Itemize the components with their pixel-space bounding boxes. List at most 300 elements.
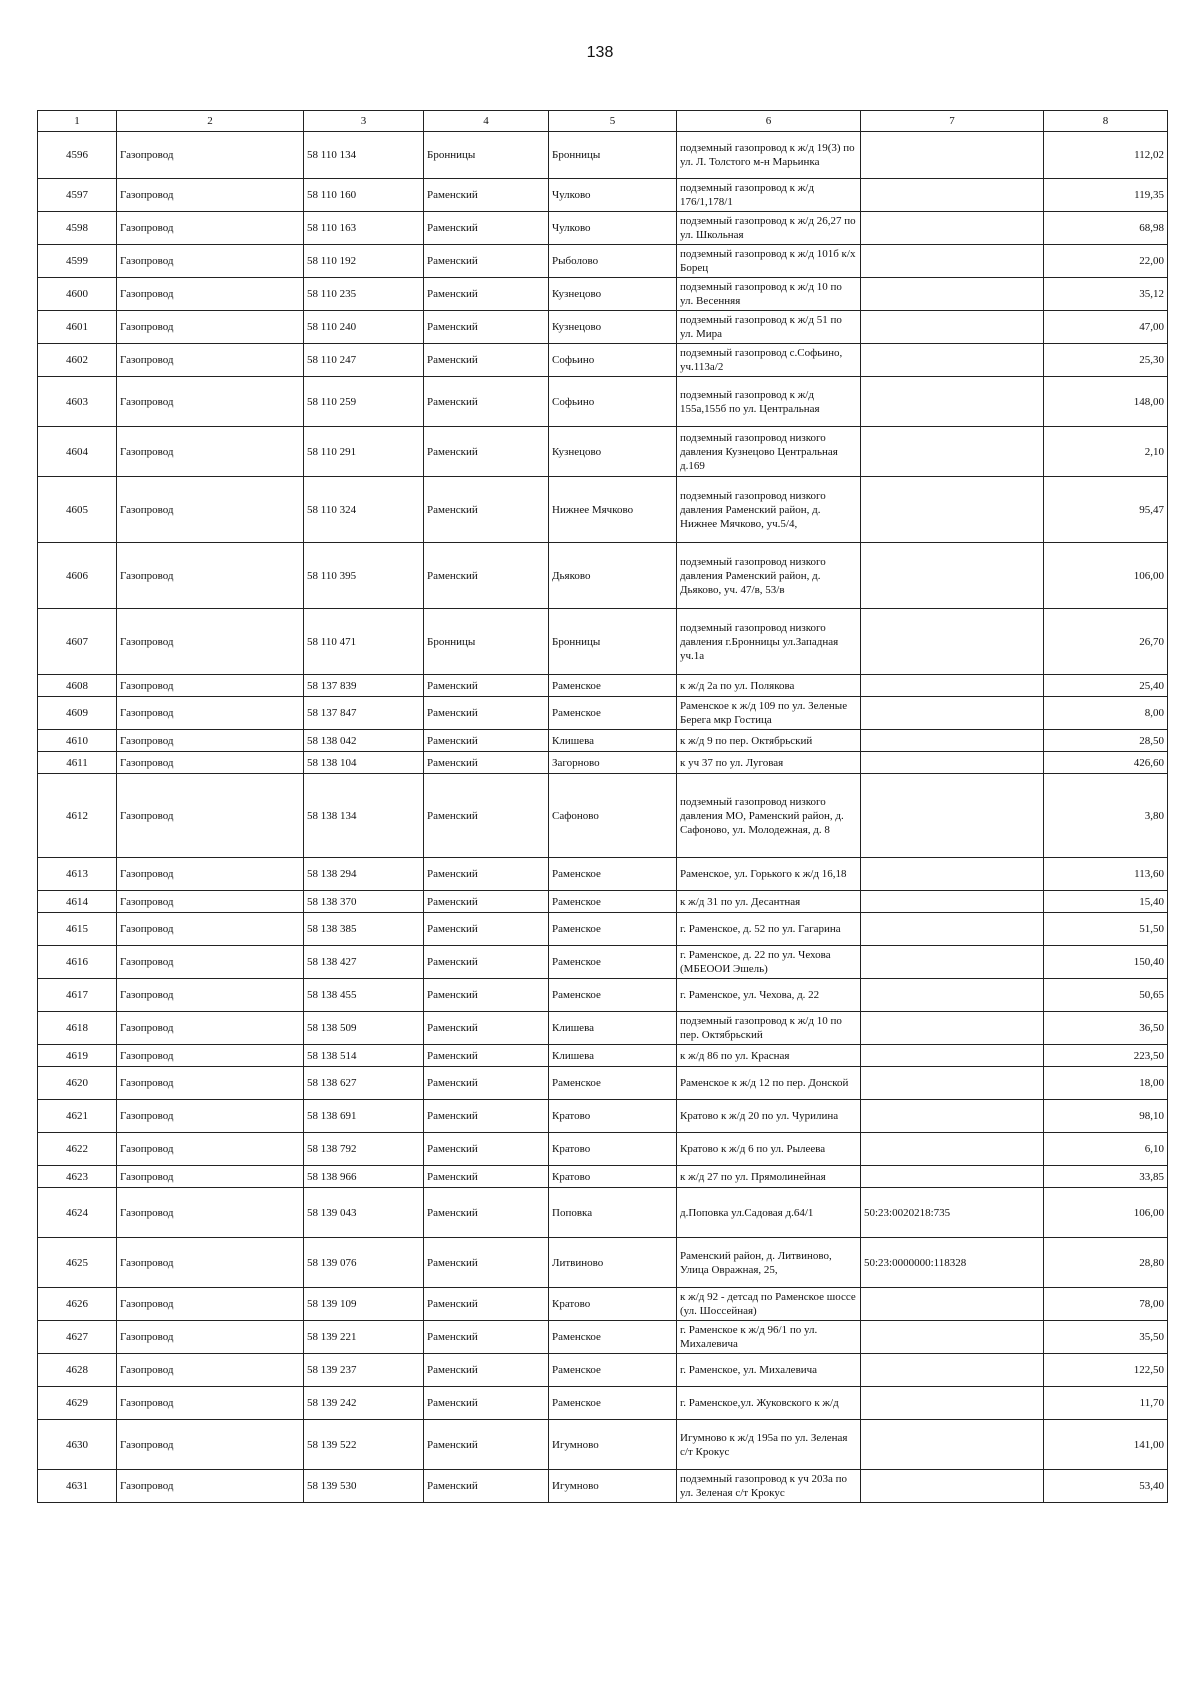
length-value: 426,60 [1044,752,1168,774]
object-name: Газопровод [117,1188,304,1238]
column-header: 7 [861,111,1044,132]
district: Раменский [424,427,549,477]
inventory-number: 58 139 221 [304,1321,424,1354]
inventory-number: 58 110 247 [304,344,424,377]
inventory-number: 58 110 134 [304,132,424,179]
table-row [38,1067,1168,1100]
object-name: Газопровод [117,179,304,212]
table-row [38,730,1168,752]
row-number: 4622 [38,1133,117,1166]
table-row [38,1288,1168,1321]
row-number: 4621 [38,1100,117,1133]
locality: Бронницы [549,609,677,675]
table-row [38,1321,1168,1354]
object-name: Газопровод [117,278,304,311]
cadastral-number [861,543,1044,609]
length-value: 106,00 [1044,1188,1168,1238]
cadastral-number [861,1100,1044,1133]
locality: Кузнецово [549,427,677,477]
row-number: 4610 [38,730,117,752]
cadastral-number [861,752,1044,774]
address-description: г. Раменское, ул. Чехова, д. 22 [677,979,861,1012]
row-number: 4617 [38,979,117,1012]
object-name: Газопровод [117,946,304,979]
address-description: подземный газопровод низкого давления г.Бронницы ул.Западная уч.1а [677,609,861,675]
row-number: 4614 [38,891,117,913]
address-description: г. Раменское, ул. Михалевича [677,1354,861,1387]
inventory-number: 58 110 163 [304,212,424,245]
object-name: Газопровод [117,697,304,730]
length-value: 50,65 [1044,979,1168,1012]
inventory-number: 58 110 240 [304,311,424,344]
table-row [38,377,1168,427]
row-number: 4618 [38,1012,117,1045]
row-number: 4599 [38,245,117,278]
inventory-number: 58 138 509 [304,1012,424,1045]
inventory-number: 58 138 104 [304,752,424,774]
row-number: 4603 [38,377,117,427]
table-row [38,1100,1168,1133]
page-number: 138 [586,44,614,61]
cadastral-number [861,1166,1044,1188]
locality: Клишева [549,1012,677,1045]
locality: Поповка [549,1188,677,1238]
length-value: 78,00 [1044,1288,1168,1321]
district: Раменский [424,179,549,212]
object-name: Газопровод [117,427,304,477]
locality: Раменское [549,1321,677,1354]
cadastral-number [861,1067,1044,1100]
inventory-number: 58 139 242 [304,1387,424,1420]
row-number: 4616 [38,946,117,979]
object-name: Газопровод [117,245,304,278]
inventory-number: 58 138 792 [304,1133,424,1166]
object-name: Газопровод [117,858,304,891]
inventory-number: 58 138 514 [304,1045,424,1067]
district: Раменский [424,1321,549,1354]
row-number: 4628 [38,1354,117,1387]
length-value: 18,00 [1044,1067,1168,1100]
cadastral-number [861,946,1044,979]
district: Раменский [424,311,549,344]
cadastral-number [861,344,1044,377]
table-row [38,543,1168,609]
address-description: г. Раменское, д. 52 по ул. Гагарина [677,913,861,946]
locality: Кузнецово [549,311,677,344]
cadastral-number [861,1321,1044,1354]
cadastral-number [861,1420,1044,1470]
address-description: Раменское к ж/д 12 по пер. Донской [677,1067,861,1100]
length-value: 8,00 [1044,697,1168,730]
object-name: Газопровод [117,913,304,946]
inventory-number: 58 138 966 [304,1166,424,1188]
address-description: г. Раменское к ж/д 96/1 по ул. Михалевича [677,1321,861,1354]
inventory-number: 58 139 043 [304,1188,424,1238]
district: Раменский [424,1387,549,1420]
table-row [38,1166,1168,1188]
district: Бронницы [424,132,549,179]
cadastral-number [861,1288,1044,1321]
column-header: 3 [304,111,424,132]
row-number: 4597 [38,179,117,212]
row-number: 4605 [38,477,117,543]
cadastral-number [861,1387,1044,1420]
address-description: к ж/д 9 по пер. Октябрьский [677,730,861,752]
locality: Раменское [549,946,677,979]
address-description: подземный газопровод к ж/д 155а,155б по ул. Центральная [677,377,861,427]
locality: Чулково [549,179,677,212]
table-row [38,311,1168,344]
cadastral-number [861,1133,1044,1166]
table-row [38,609,1168,675]
district: Раменский [424,1012,549,1045]
inventory-number: 58 110 160 [304,179,424,212]
address-description: подземный газопровод с.Софьино, уч.113а/2 [677,344,861,377]
locality: Клишева [549,730,677,752]
inventory-number: 58 139 237 [304,1354,424,1387]
locality: Кузнецово [549,278,677,311]
object-name: Газопровод [117,543,304,609]
address-description: Раменское, ул. Горького к ж/д 16,18 [677,858,861,891]
address-description: к ж/д 92 - детсад по Раменское шоссе (ул. Шоссейная) [677,1288,861,1321]
row-number: 4609 [38,697,117,730]
length-value: 26,70 [1044,609,1168,675]
district: Раменский [424,1067,549,1100]
district: Раменский [424,1470,549,1503]
district: Раменский [424,1354,549,1387]
inventory-number: 58 110 471 [304,609,424,675]
row-number: 4602 [38,344,117,377]
district: Раменский [424,1288,549,1321]
cadastral-number [861,609,1044,675]
cadastral-number [861,858,1044,891]
row-number: 4629 [38,1387,117,1420]
inventory-number: 58 138 691 [304,1100,424,1133]
row-number: 4623 [38,1166,117,1188]
table-row [38,132,1168,179]
row-number: 4598 [38,212,117,245]
row-number: 4606 [38,543,117,609]
cadastral-number [861,311,1044,344]
cadastral-number [861,891,1044,913]
district: Раменский [424,543,549,609]
object-name: Газопровод [117,1321,304,1354]
inventory-number: 58 138 294 [304,858,424,891]
address-description: г. Раменское,ул. Жуковского к ж/д [677,1387,861,1420]
cadastral-number: 50:23:0000000:118328 [861,1238,1044,1288]
locality: Раменское [549,1387,677,1420]
district: Раменский [424,477,549,543]
column-number-row [38,111,1168,132]
object-name: Газопровод [117,1166,304,1188]
length-value: 119,35 [1044,179,1168,212]
column-header: 1 [38,111,117,132]
address-description: Кратово к ж/д 20 по ул. Чурилина [677,1100,861,1133]
district: Раменский [424,377,549,427]
locality: Дьяково [549,543,677,609]
address-description: подземный газопровод к ж/д 19(3) по ул. Л. Толстого м-н Марьинка [677,132,861,179]
table-row [38,1238,1168,1288]
length-value: 25,40 [1044,675,1168,697]
object-name: Газопровод [117,477,304,543]
row-number: 4631 [38,1470,117,1503]
length-value: 2,10 [1044,427,1168,477]
cadastral-number [861,132,1044,179]
inventory-number: 58 110 324 [304,477,424,543]
inventory-number: 58 138 134 [304,774,424,858]
length-value: 51,50 [1044,913,1168,946]
object-name: Газопровод [117,752,304,774]
length-value: 223,50 [1044,1045,1168,1067]
locality: Софьино [549,344,677,377]
table-row [38,891,1168,913]
address-description: подземный газопровод к ж/д 176/1,178/1 [677,179,861,212]
object-name: Газопровод [117,1012,304,1045]
row-number: 4627 [38,1321,117,1354]
inventory-number: 58 110 291 [304,427,424,477]
inventory-number: 58 138 427 [304,946,424,979]
column-header: 5 [549,111,677,132]
row-number: 4619 [38,1045,117,1067]
district: Раменский [424,1100,549,1133]
object-name: Газопровод [117,1067,304,1100]
object-name: Газопровод [117,891,304,913]
length-value: 3,80 [1044,774,1168,858]
district: Раменский [424,1166,549,1188]
district: Раменский [424,946,549,979]
address-description: г. Раменское, д. 22 по ул. Чехова (МБЕООИ Эшель) [677,946,861,979]
length-value: 35,12 [1044,278,1168,311]
table-row [38,697,1168,730]
object-name: Газопровод [117,1100,304,1133]
cadastral-number [861,377,1044,427]
district: Раменский [424,344,549,377]
column-header: 4 [424,111,549,132]
district: Раменский [424,278,549,311]
object-name: Газопровод [117,774,304,858]
locality: Игумново [549,1420,677,1470]
inventory-number: 58 139 076 [304,1238,424,1288]
object-name: Газопровод [117,1387,304,1420]
object-name: Газопровод [117,1133,304,1166]
table-row [38,1470,1168,1503]
locality: Клишева [549,1045,677,1067]
address-description: к ж/д 2а по ул. Полякова [677,675,861,697]
address-description: подземный газопровод к ж/д 51 по ул. Мира [677,311,861,344]
inventory-number: 58 110 235 [304,278,424,311]
locality: Нижнее Мячково [549,477,677,543]
object-name: Газопровод [117,675,304,697]
district: Раменский [424,858,549,891]
table-row [38,1045,1168,1067]
locality: Рыболово [549,245,677,278]
table-row [38,1133,1168,1166]
address-description: подземный газопровод к ж/д 101б к/х Борец [677,245,861,278]
table-row [38,774,1168,858]
object-name: Газопровод [117,377,304,427]
length-value: 6,10 [1044,1133,1168,1166]
address-description: подземный газопровод низкого давления Раменский район, д. Дьяково, уч. 47/в, 53/в [677,543,861,609]
inventory-number: 58 110 395 [304,543,424,609]
row-number: 4620 [38,1067,117,1100]
object-name: Газопровод [117,609,304,675]
locality: Чулково [549,212,677,245]
table-row [38,212,1168,245]
cadastral-number [861,278,1044,311]
cadastral-number [861,1045,1044,1067]
district: Раменский [424,1420,549,1470]
inventory-number: 58 137 847 [304,697,424,730]
length-value: 112,02 [1044,132,1168,179]
address-description: к ж/д 27 по ул. Прямолинейная [677,1166,861,1188]
row-number: 4613 [38,858,117,891]
inventory-number: 58 139 530 [304,1470,424,1503]
inventory-number: 58 138 385 [304,913,424,946]
district: Раменский [424,1238,549,1288]
address-description: д.Поповка ул.Садовая д.64/1 [677,1188,861,1238]
length-value: 11,70 [1044,1387,1168,1420]
table-row [38,427,1168,477]
inventory-number: 58 138 627 [304,1067,424,1100]
row-number: 4615 [38,913,117,946]
object-name: Газопровод [117,212,304,245]
length-value: 25,30 [1044,344,1168,377]
row-number: 4604 [38,427,117,477]
table-row [38,1354,1168,1387]
locality: Игумново [549,1470,677,1503]
row-number: 4611 [38,752,117,774]
length-value: 28,80 [1044,1238,1168,1288]
length-value: 35,50 [1044,1321,1168,1354]
length-value: 141,00 [1044,1420,1168,1470]
row-number: 4600 [38,278,117,311]
district: Раменский [424,245,549,278]
locality: Раменское [549,1354,677,1387]
table-row [38,1420,1168,1470]
column-header: 6 [677,111,861,132]
inventory-number: 58 137 839 [304,675,424,697]
cadastral-number [861,979,1044,1012]
row-number: 4625 [38,1238,117,1288]
inventory-number: 58 138 042 [304,730,424,752]
locality: Раменское [549,1067,677,1100]
inventory-number: 58 139 522 [304,1420,424,1470]
cadastral-number [861,913,1044,946]
length-value: 68,98 [1044,212,1168,245]
inventory-number: 58 110 192 [304,245,424,278]
district: Раменский [424,212,549,245]
address-description: к ж/д 86 по ул. Красная [677,1045,861,1067]
table-row [38,1188,1168,1238]
inventory-number: 58 138 455 [304,979,424,1012]
length-value: 148,00 [1044,377,1168,427]
cadastral-number [861,1470,1044,1503]
length-value: 28,50 [1044,730,1168,752]
cadastral-number [861,179,1044,212]
cadastral-number [861,477,1044,543]
locality: Бронницы [549,132,677,179]
property-register-table [37,110,1168,1503]
district: Раменский [424,730,549,752]
row-number: 4608 [38,675,117,697]
table-row [38,946,1168,979]
district: Раменский [424,697,549,730]
locality: Загорново [549,752,677,774]
table-row [38,858,1168,891]
length-value: 47,00 [1044,311,1168,344]
length-value: 36,50 [1044,1012,1168,1045]
cadastral-number: 50:23:0020218:735 [861,1188,1044,1238]
length-value: 150,40 [1044,946,1168,979]
length-value: 95,47 [1044,477,1168,543]
object-name: Газопровод [117,1420,304,1470]
object-name: Газопровод [117,1470,304,1503]
cadastral-number [861,1012,1044,1045]
locality: Кратово [549,1133,677,1166]
column-header: 8 [1044,111,1168,132]
cadastral-number [861,697,1044,730]
object-name: Газопровод [117,1354,304,1387]
address-description: Раменское к ж/д 109 по ул. Зеленые Берега мкр Гостица [677,697,861,730]
locality: Литвиново [549,1238,677,1288]
row-number: 4596 [38,132,117,179]
locality: Сафоново [549,774,677,858]
address-description: к уч 37 по ул. Луговая [677,752,861,774]
district: Раменский [424,1133,549,1166]
table-row [38,179,1168,212]
row-number: 4626 [38,1288,117,1321]
length-value: 122,50 [1044,1354,1168,1387]
object-name: Газопровод [117,1238,304,1288]
district: Раменский [424,979,549,1012]
district: Раменский [424,913,549,946]
cadastral-number [861,730,1044,752]
district: Раменский [424,752,549,774]
table-row [38,752,1168,774]
address-description: подземный газопровод к ж/д 10 по ул. Весенняя [677,278,861,311]
district: Раменский [424,1045,549,1067]
locality: Софьино [549,377,677,427]
length-value: 106,00 [1044,543,1168,609]
inventory-number: 58 110 259 [304,377,424,427]
table-row [38,913,1168,946]
locality: Кратово [549,1166,677,1188]
object-name: Газопровод [117,311,304,344]
length-value: 113,60 [1044,858,1168,891]
address-description: подземный газопровод к ж/д 26,27 по ул. Школьная [677,212,861,245]
address-description: подземный газопровод к уч 203а по ул. Зеленая с/т Крокус [677,1470,861,1503]
row-number: 4612 [38,774,117,858]
table-row [38,979,1168,1012]
locality: Кратово [549,1288,677,1321]
table-row [38,245,1168,278]
cadastral-number [861,427,1044,477]
object-name: Газопровод [117,979,304,1012]
cadastral-number [861,774,1044,858]
address-description: Раменский район, д. Литвиново, Улица Овражная, 25, [677,1238,861,1288]
address-description: подземный газопровод к ж/д 10 по пер. Октябрьский [677,1012,861,1045]
address-description: подземный газопровод низкого давления Раменский район, д. Нижнее Мячково, уч.5/4, [677,477,861,543]
address-description: подземный газопровод низкого давления МО, Раменский район, д. Сафоново, ул. Молодежная, д. 8 [677,774,861,858]
inventory-number: 58 139 109 [304,1288,424,1321]
table-row [38,1387,1168,1420]
length-value: 33,85 [1044,1166,1168,1188]
column-header: 2 [117,111,304,132]
address-description: к ж/д 31 по ул. Десантная [677,891,861,913]
table-row [38,344,1168,377]
table-row [38,278,1168,311]
row-number: 4624 [38,1188,117,1238]
